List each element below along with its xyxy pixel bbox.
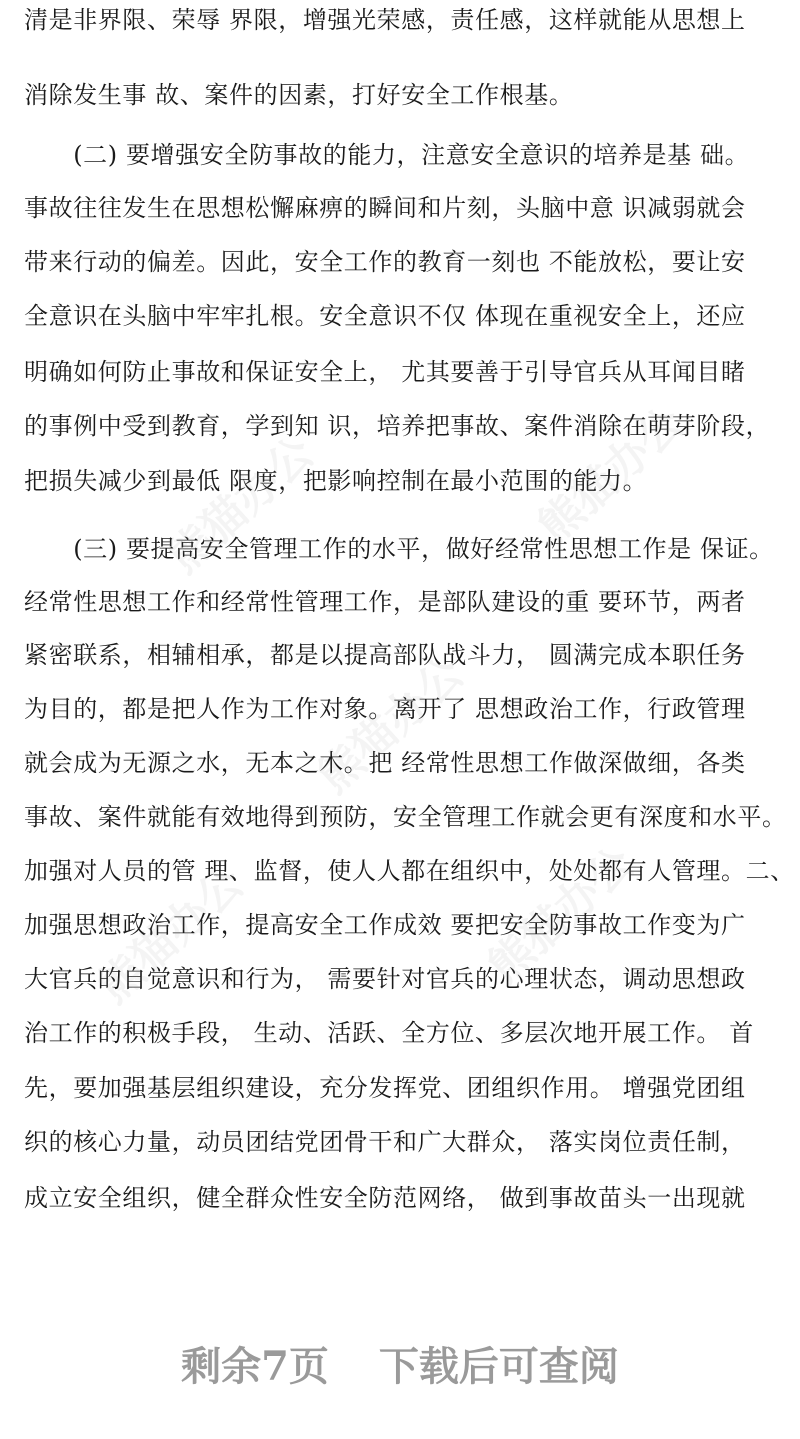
download-label: 下载后可查阅 [378, 1343, 619, 1390]
text-line: 的事例中受到教育，学到知 识，培养把事故、案件消除在萌芽阶段， [24, 412, 771, 440]
remaining-pages-label: 剩余7页 [181, 1343, 329, 1390]
watermark-logo: 熊猫办公 [528, 397, 694, 554]
text-line: 治工作的积极手段， 生动、活跃、全方位、多层次地开展工作。 首 [24, 1019, 754, 1047]
text-line: 事故、案件就能有效地得到预防，安全管理工作就会更有深度和水平。 [24, 803, 787, 831]
text-line: 明确如何防止事故和保证安全上， 尤其要善于引导官兵从耳闻目睹 [24, 358, 746, 386]
text-line: (二) 要增强安全防事故的能力，注意安全意识的培养是基 础。 [24, 141, 750, 169]
text-line: 加强对人员的管 理、监督，使人人都在组织中，处处都有人管理。二、 [24, 857, 795, 885]
text-line: 织的核心力量，动员团结党团骨干和广大群众， 落实岗位责任制， [24, 1128, 746, 1156]
text-line: 加强思想政治工作，提高安全工作成效 要把安全防事故工作变为广 [24, 911, 746, 939]
text-line: 全意识在头脑中牢牢扎根。安全意识不仅 体现在重视安全上，还应 [24, 302, 746, 330]
text-line: 经常性思想工作和经常性管理工作，是部队建设的重 要环节，两者 [24, 588, 746, 616]
text-line: 把损失减少到最低 限度，把影响控制在最小范围的能力。 [24, 467, 648, 495]
text-line: 带来行动的偏差。因此，安全工作的教育一刻也 不能放松，要让安 [24, 248, 746, 276]
text-line: 为目的，都是把人作为工作对象。离开了 思想政治工作，行政管理 [24, 695, 746, 723]
text-line: 清是非界限、荣辱 界限，增强光荣感，责任感，这样就能从思想上 [24, 6, 746, 34]
text-line: 大官兵的自觉意识和行为， 需要针对官兵的心理状态，调动思想政 [24, 965, 746, 993]
text-line: 紧密联系，相辅相承，都是以提高部队战斗力， 圆满完成本职任务 [24, 641, 746, 669]
text-line: 先，要加强基层组织建设，充分发挥党、团组织作用。 增强党团组 [24, 1074, 746, 1102]
watermark-logo: 熊猫办公 [478, 837, 644, 994]
watermark-logo: 熊猫办公 [88, 857, 254, 1014]
watermark-logo: 熊猫办公 [308, 647, 474, 804]
text-line: 就会成为无源之水，无本之木。把 经常性思想工作做深做细，各类 [24, 749, 746, 777]
text-line: (三) 要提高安全管理工作的水平，做好经常性思想工作是 保证。 [24, 535, 774, 563]
text-line: 消除发生事 故、案件的因素，打好安全工作根基。 [24, 81, 574, 109]
text-line: 事故往往发生在思想松懈麻痹的瞬间和片刻，头脑中意 识减弱就会 [24, 194, 746, 222]
text-line: 成立安全组织，健全群众性安全防范网络， 做到事故苗头一出现就 [24, 1184, 746, 1212]
download-prompt[interactable] [0, 1335, 800, 1392]
watermark-logo: 熊猫办公 [158, 427, 324, 584]
